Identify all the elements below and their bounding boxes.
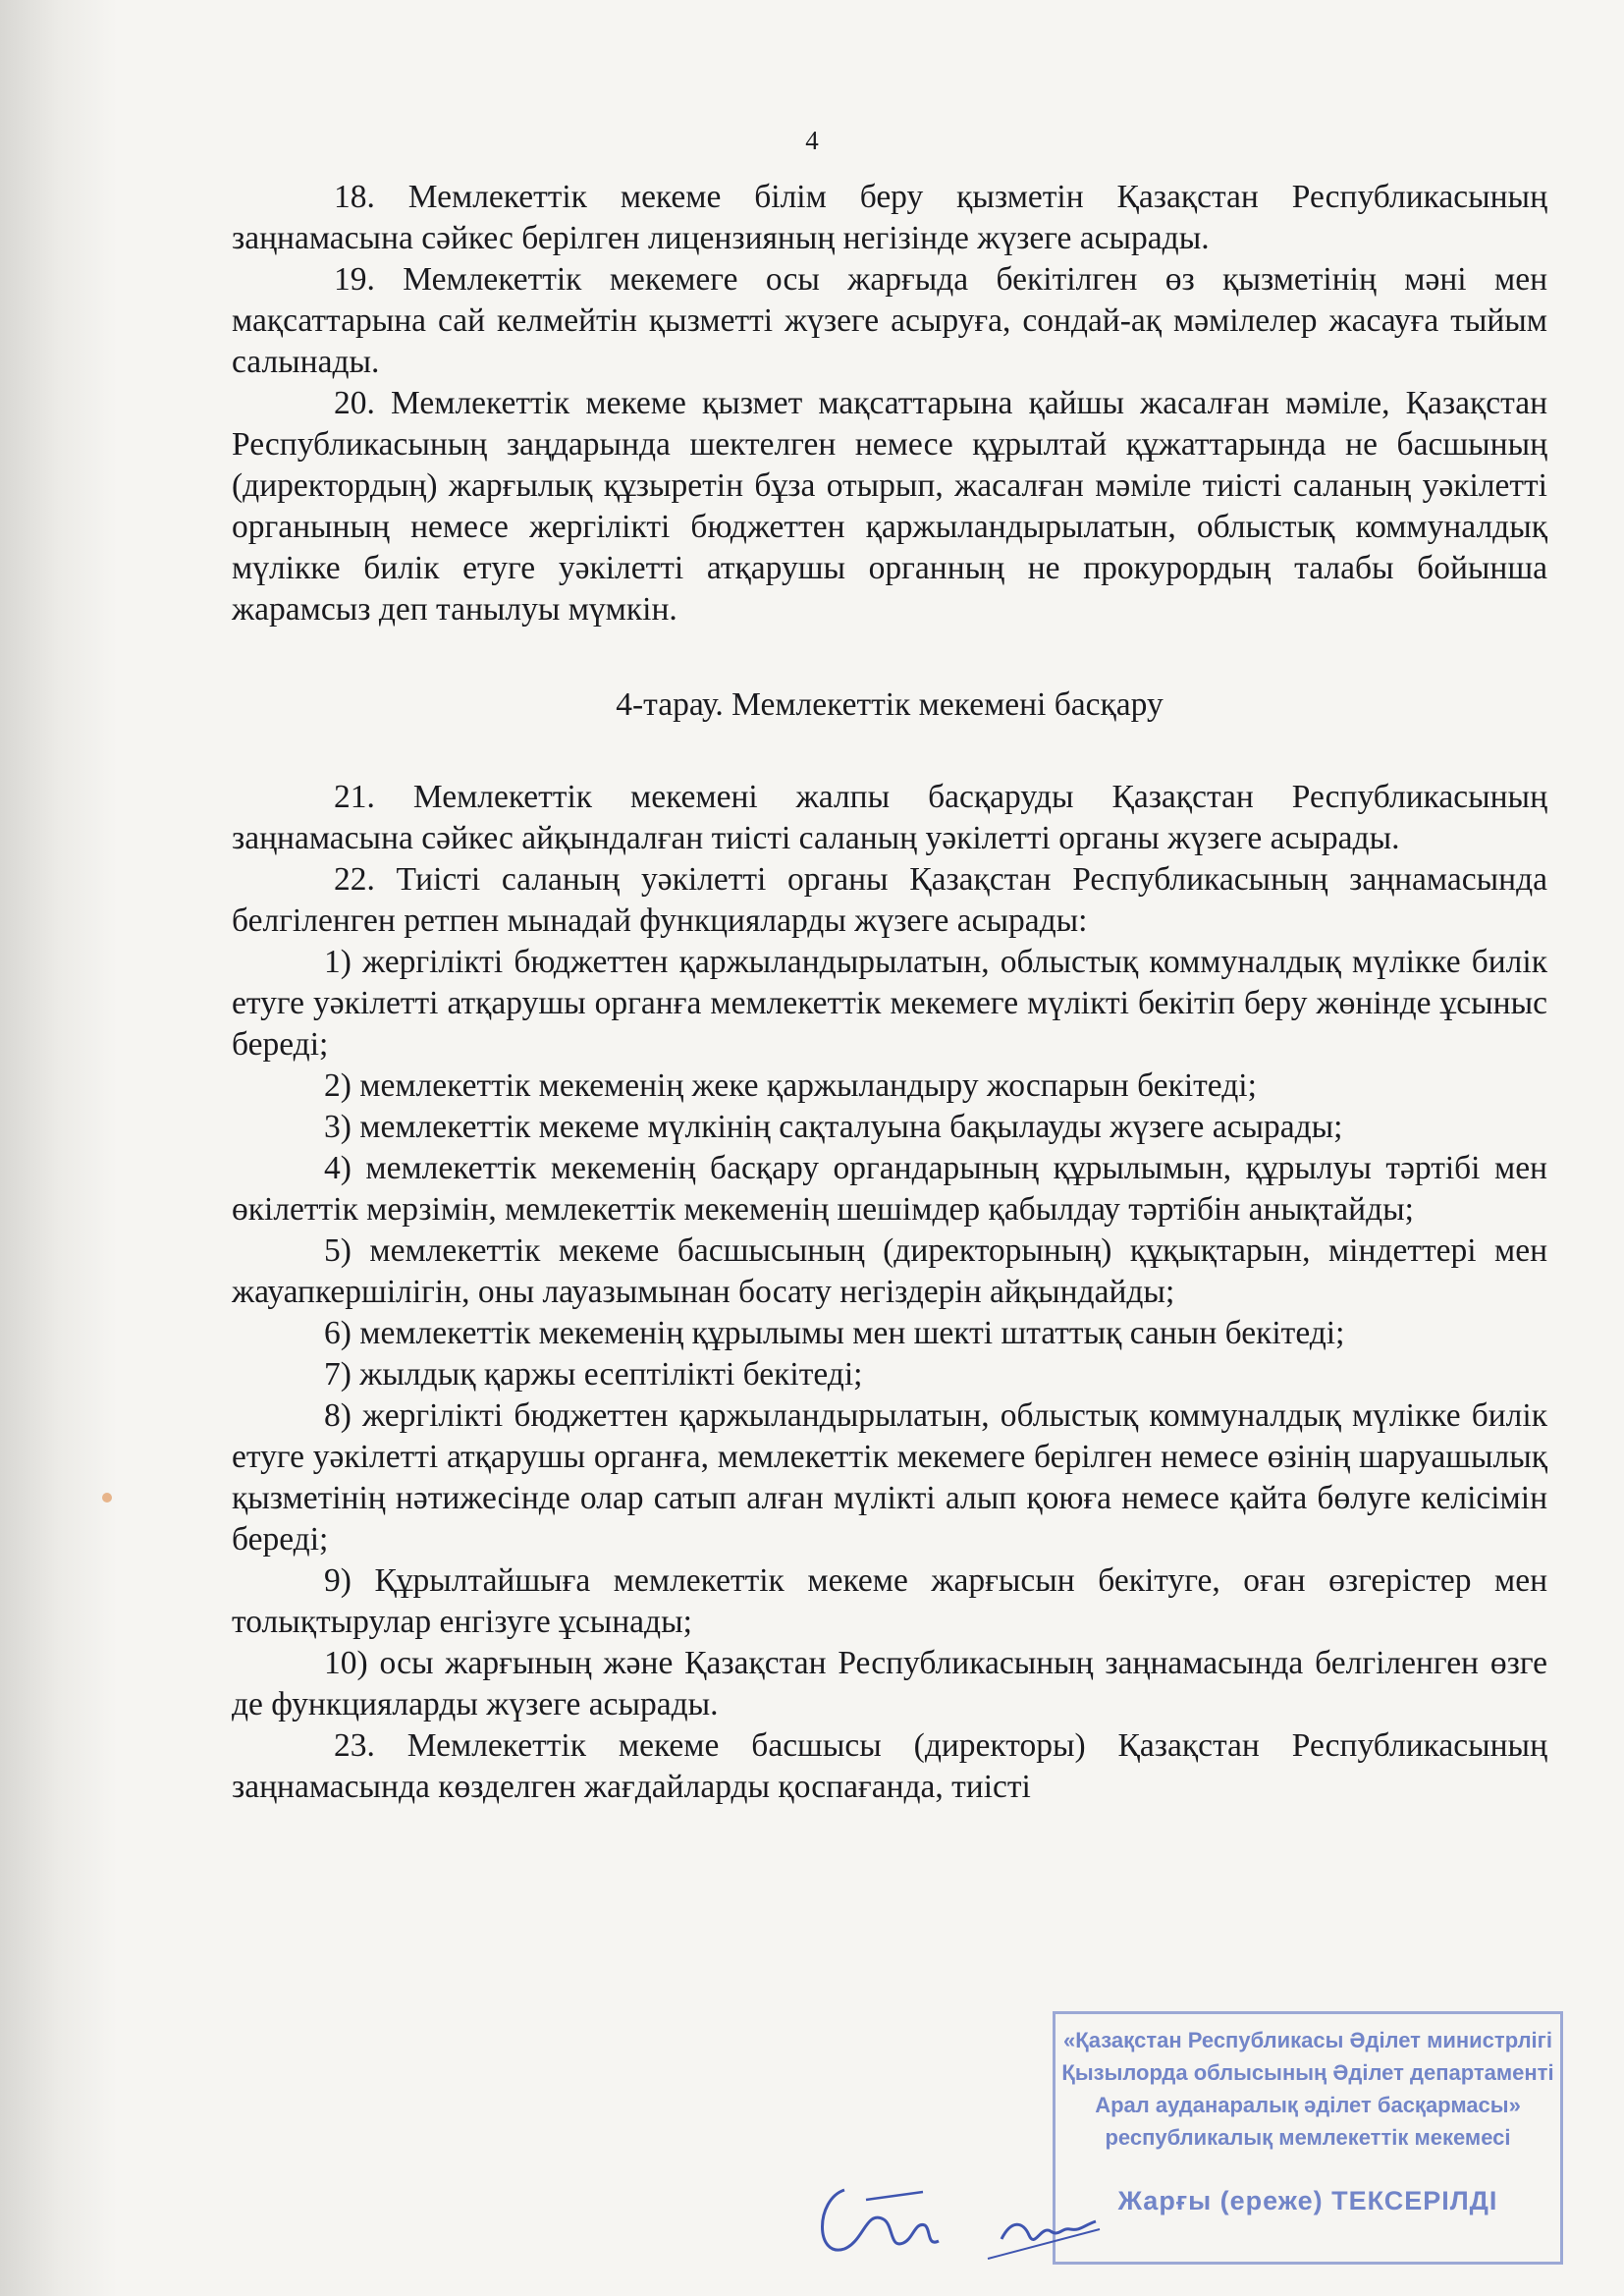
registration-stamp	[1053, 2011, 1563, 2265]
list-item: 6) мемлекеттік мекеменің құрылымы мен шекті штаттық санын бекітеді;	[324, 1315, 1345, 1351]
paragraph: 21. Мемлекеттік мекемені жалпы басқаруды Қазақстан Республикасының заңнамасына сәйкес айқындалған тиісті саланың уәкілетті органы жүзеге асырады.	[232, 779, 1547, 856]
list-item: 8) жергілікті бюджеттен қаржыландырылатын, облыстық коммуналдық мүлікке билік етуге уәкілетті атқарушы органға, мемлекеттік мекемеге берілген немесе өзінің шаруашылық қызметінің нәтижесінде олар сатып алған мүлікті алып қоюға немесе қайта бөлуге келісімін береді;	[232, 1397, 1547, 1558]
handwritten-signature-icon	[805, 2170, 1119, 2283]
list-item: 9) Құрылтайшыға мемлекеттік мекеме жарғысын бекітуге, оған өзгерістер мен толықтырулар енгізуге ұсынады;	[232, 1562, 1547, 1640]
page-number: 4	[805, 126, 819, 155]
list-item: 1) жергілікті бюджеттен қаржыландырылатын, облыстық коммуналдық мүлікке билік етуге уәкілетті атқарушы органға мемлекеттік мекемеге мүлікті бекітіп беру жөнінде ұсыныс береді;	[232, 944, 1547, 1063]
document-body	[232, 177, 1547, 1808]
list-item: 7) жылдық қаржы есептілікті бекітеді;	[324, 1356, 863, 1393]
paragraph: 22. Тиісті саланың уәкілетті органы Қазақстан Республикасының заңнамасында белгіленген ретпен мынадай функцияларды жүзеге асырады:	[232, 861, 1547, 939]
list-item: 4) мемлекеттік мекеменің басқару органдарының құрылымын, құрылуы тәртібі мен өкілеттік мерзімін, мемлекеттік мекеменің шешімдер қабылдау тәртібін анықтайды;	[232, 1150, 1547, 1228]
page-edge-shadow	[0, 0, 118, 2296]
list-item: 5) мемлекеттік мекеме басшысының (директорының) құқықтарын, міндеттері мен жауапкершілігін, оны лауазымынан босату негіздерін айқындайды;	[232, 1232, 1547, 1310]
paragraph-18: 18. Мемлекеттік мекеме білім беру қызметін Қазақстан Республикасының заңнамасына сәйкес берілген лицензияның негізінде жүзеге асырады.	[232, 179, 1547, 256]
stamp-verdict: Жарғы (ереже) ТЕКСЕРІЛДІ	[1117, 2186, 1498, 2215]
stamp-line: «Қазақстан Республикасы Әділет министрлігі	[1063, 2028, 1552, 2052]
stamp-line: республикалық мемлекеттік мекемесі	[1105, 2125, 1511, 2150]
paper-speck	[102, 1493, 112, 1503]
chapter-title: 4-тарау. Мемлекеттік мекемені басқару	[616, 686, 1164, 723]
list-item: 2) мемлекеттік мекеменің жеке қаржыландыру жоспарын бекітеді;	[324, 1067, 1257, 1104]
stamp-line: Арал ауданаралық әділет басқармасы»	[1095, 2093, 1521, 2117]
stamp-line: Қызылорда облысының Әділет департаменті	[1061, 2060, 1554, 2085]
list-item: 10) осы жарғының және Қазақстан Республикасының заңнамасында белгіленген өзге де функцияларды жүзеге асырады.	[232, 1645, 1547, 1722]
chapter-paragraphs	[232, 777, 1547, 1808]
paragraph: 23. Мемлекеттік мекеме басшысы (директоры) Қазақстан Республикасының заңнамасында көзделген жағдайларды қоспағанда, тиісті	[232, 1727, 1547, 1805]
list-item: 3) мемлекеттік мекеме мүлкінің сақталуына бақылауды жүзеге асырады;	[324, 1109, 1343, 1145]
paragraph-19: 19. Мемлекеттік мекемеге осы жарғыда бекітілген өз қызметінің мәні мен мақсаттарына сай келмейтін қызметті жүзеге асыруға, сондай-ақ мәмілелер жасауға тыйым салынады.	[232, 261, 1547, 380]
paragraph-20: 20. Мемлекеттік мекеме қызмет мақсаттарына қайшы жасалған мәміле, Қазақстан Республикасының заңдарында шектелген немесе құрылтай құжаттарында не басшының (директордың) жарғылық құзыретін бұза отырып, жасалған мәміле тиісті саланың уәкілетті органының немесе жергілікті бюджеттен қаржыландырылатын, облыстық коммуналдық мүлікке билік етуге уәкілетті атқарушы органның не прокурордың талабы бойынша жарамсыз деп танылуы мүмкін.	[232, 385, 1547, 628]
